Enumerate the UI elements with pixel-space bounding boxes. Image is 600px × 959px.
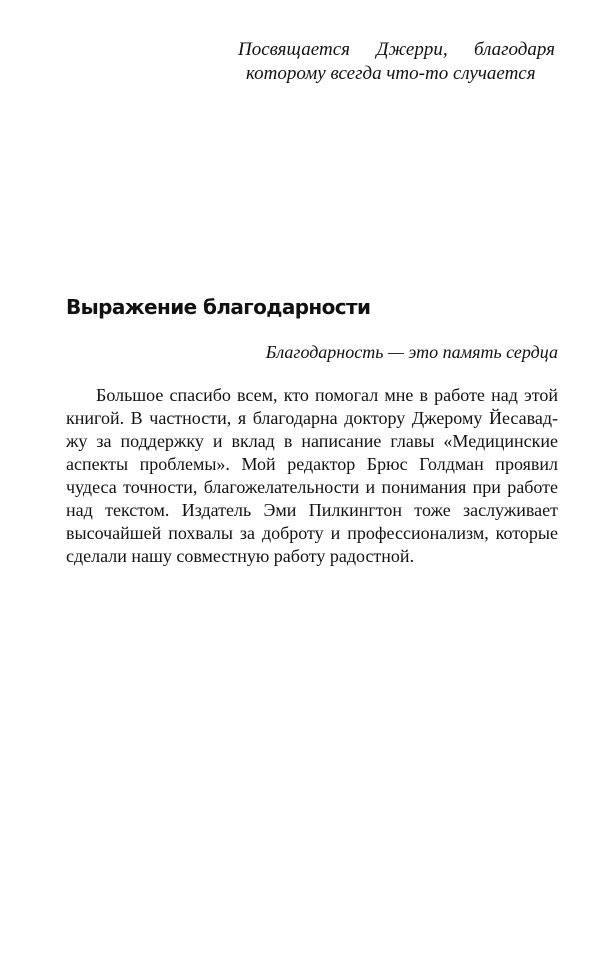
paragraph-line: чудеса точности, благожелательности и понимания при работе bbox=[66, 477, 558, 497]
section-title: Выражение благодарности bbox=[66, 295, 371, 319]
epigraph: Благодарность — это память сердца bbox=[265, 342, 558, 362]
dedication bbox=[220, 38, 555, 86]
dedication-line: Посвящается Джерри, благодаря bbox=[238, 39, 555, 60]
paragraph-line: жу за поддержку и вклад в написание главы «Медицинские bbox=[66, 431, 558, 451]
paragraph-line: Большое спасибо всем, кто помогал мне в работе над этой bbox=[96, 385, 558, 405]
paragraph-line: высочайшей похвалы за доброту и профессионализм, которые bbox=[66, 523, 558, 543]
acknowledgement-paragraph bbox=[66, 384, 558, 568]
paragraph-line: над текстом. Издатель Эми Пилкингтон тоже заслуживает bbox=[66, 500, 558, 520]
dedication-line: которому всегда что-то случается bbox=[246, 63, 536, 84]
paragraph-line: аспекты проблемы». Мой редактор Брюс Голдман проявил bbox=[66, 454, 558, 474]
paragraph-line: сделали нашу совместную работу радостной. bbox=[66, 546, 415, 566]
paragraph-line: книгой. В частности, я благодарна доктору Джерому Йесавад- bbox=[66, 408, 558, 428]
